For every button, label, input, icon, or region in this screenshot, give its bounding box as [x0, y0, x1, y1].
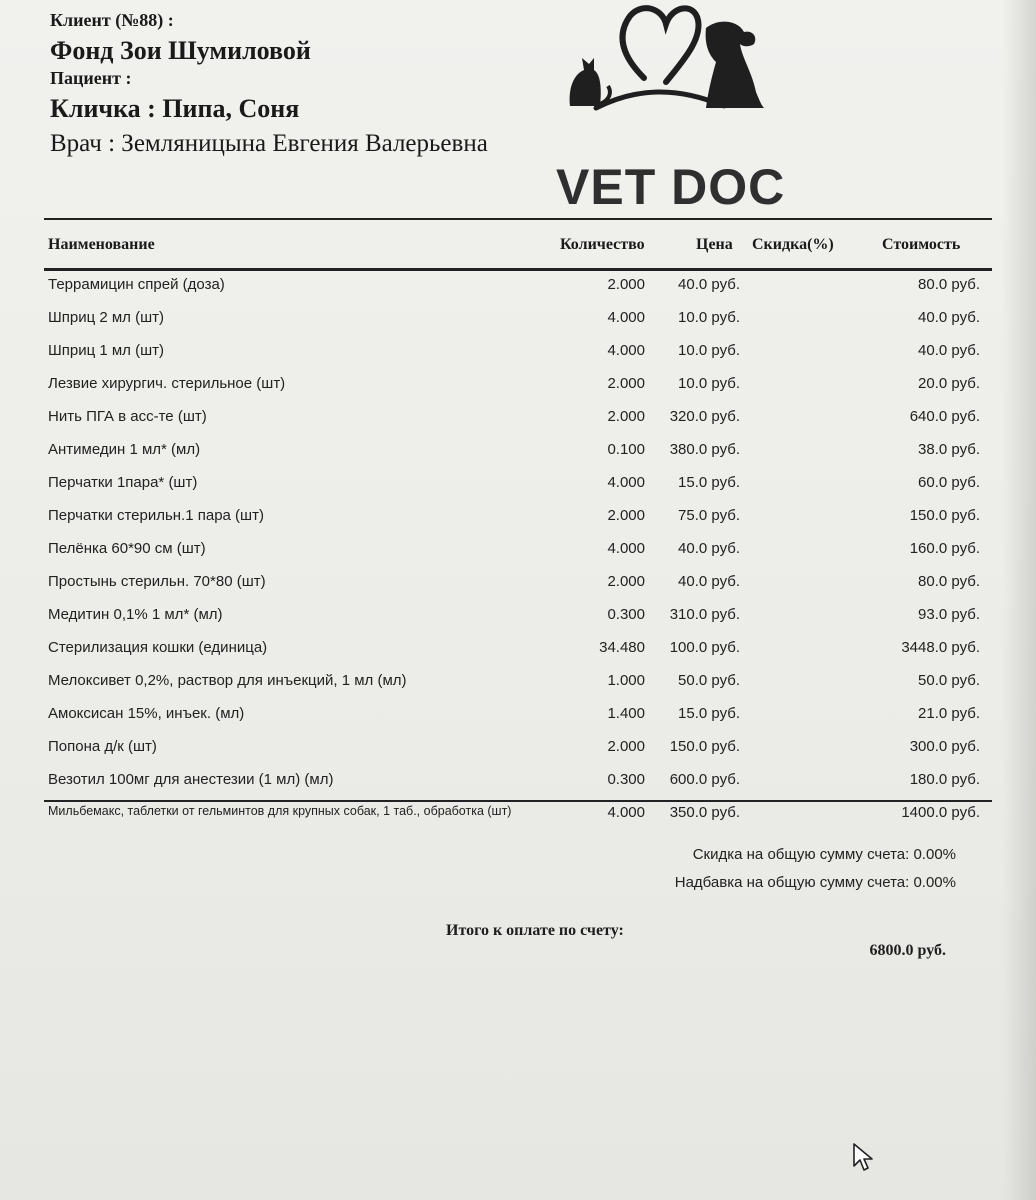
- row-cost: 150.0 руб.: [909, 507, 980, 524]
- table-row: [0, 404, 1036, 437]
- client-name: Фонд Зои Шумиловой: [50, 36, 311, 65]
- patient-label: Пациент :: [50, 68, 132, 88]
- row-name: Везотил 100мг для анестезии (1 мл) (мл): [48, 771, 334, 788]
- row-price: 310.0 руб.: [669, 606, 740, 623]
- row-name: Мильбемакс, таблетки от гельминтов для крупных собак, 1 таб., обработка (шт): [48, 804, 512, 818]
- mouse-pointer-icon: [852, 1142, 876, 1172]
- row-cost: 1400.0 руб.: [901, 804, 980, 821]
- row-name: Медитин 0,1% 1 мл* (мл): [48, 606, 223, 623]
- table-row: [0, 338, 1036, 371]
- table-row: [0, 734, 1036, 767]
- row-price: 75.0 руб.: [678, 507, 740, 524]
- row-name: Лезвие хирургич. стерильное (шт): [48, 375, 286, 392]
- row-name: Нить ПГА в асс-те (шт): [48, 408, 207, 425]
- row-qty: 2.000: [607, 738, 645, 755]
- row-price: 100.0 руб.: [669, 639, 740, 656]
- row-price: 10.0 руб.: [678, 342, 740, 359]
- row-name: Амоксисан 15%, инъек. (мл): [48, 705, 245, 722]
- row-price: 50.0 руб.: [678, 672, 740, 689]
- row-qty: 0.300: [607, 606, 645, 623]
- table-row: [0, 800, 1036, 833]
- col-header-qty: Количество: [560, 236, 645, 253]
- row-price: 10.0 руб.: [678, 375, 740, 392]
- pet-name: Кличка : Пипа, Соня: [50, 94, 300, 123]
- col-header-discount: Скидка(%): [752, 236, 834, 253]
- table-row: [0, 536, 1036, 569]
- row-cost: 20.0 руб.: [918, 375, 980, 392]
- row-price: 320.0 руб.: [669, 408, 740, 425]
- clinic-logo-icon: [556, 0, 776, 115]
- table-row: [0, 767, 1036, 800]
- row-cost: 60.0 руб.: [918, 474, 980, 491]
- row-name: Мелоксивет 0,2%, раствор для инъекций, 1 мл (мл): [48, 672, 407, 689]
- row-qty: 2.000: [607, 276, 645, 293]
- client-label: Клиент (№88) :: [50, 10, 174, 30]
- col-header-cost: Стоимость: [882, 236, 961, 253]
- table-row: [0, 602, 1036, 635]
- row-price: 40.0 руб.: [678, 276, 740, 293]
- row-price: 600.0 руб.: [669, 771, 740, 788]
- row-qty: 4.000: [607, 309, 645, 326]
- doctor-name: Врач : Земляницына Евгения Валерьевна: [50, 130, 488, 157]
- row-cost: 3448.0 руб.: [901, 639, 980, 656]
- row-name: Антимедин 1 мл* (мл): [48, 441, 201, 458]
- row-cost: 80.0 руб.: [918, 573, 980, 590]
- row-price: 40.0 руб.: [678, 540, 740, 557]
- row-name: Простынь стерильн. 70*80 (шт): [48, 573, 266, 590]
- row-price: 40.0 руб.: [678, 573, 740, 590]
- row-cost: 40.0 руб.: [918, 342, 980, 359]
- monitor-edge-shadow: [1002, 0, 1036, 1200]
- table-row: [0, 635, 1036, 668]
- row-name: Террамицин спрей (доза): [48, 276, 225, 293]
- row-qty: 4.000: [607, 342, 645, 359]
- row-name: Пелёнка 60*90 см (шт): [48, 540, 206, 557]
- row-name: Шприц 1 мл (шт): [48, 342, 164, 359]
- row-price: 10.0 руб.: [678, 309, 740, 326]
- discount-summary: Скидка на общую сумму счета: 0.00%: [692, 846, 956, 863]
- col-header-name: Наименование: [48, 236, 155, 253]
- row-qty: 1.400: [607, 705, 645, 722]
- row-cost: 21.0 руб.: [918, 705, 980, 722]
- row-cost: 50.0 руб.: [918, 672, 980, 689]
- table-row: [0, 305, 1036, 338]
- row-name: Шприц 2 мл (шт): [48, 309, 164, 326]
- table-header-rule: [44, 268, 992, 271]
- markup-summary: Надбавка на общую сумму счета: 0.00%: [674, 874, 956, 891]
- invoice-rows: [0, 272, 1036, 833]
- row-cost: 180.0 руб.: [909, 771, 980, 788]
- table-row: [0, 701, 1036, 734]
- row-cost: 93.0 руб.: [918, 606, 980, 623]
- table-bottom-rule: [44, 800, 992, 802]
- row-qty: 2.000: [607, 573, 645, 590]
- table-top-rule: [44, 218, 992, 220]
- row-price: 380.0 руб.: [669, 441, 740, 458]
- row-qty: 2.000: [607, 507, 645, 524]
- total-label: Итого к оплате по счету:: [446, 922, 624, 939]
- logo-text: VET DOC: [556, 159, 786, 215]
- table-row: [0, 272, 1036, 305]
- row-qty: 2.000: [607, 375, 645, 392]
- row-price: 350.0 руб.: [669, 804, 740, 821]
- table-row: [0, 470, 1036, 503]
- row-qty: 4.000: [607, 804, 645, 821]
- row-cost: 40.0 руб.: [918, 309, 980, 326]
- row-qty: 0.300: [607, 771, 645, 788]
- table-row: [0, 437, 1036, 470]
- row-price: 15.0 руб.: [678, 474, 740, 491]
- row-price: 150.0 руб.: [669, 738, 740, 755]
- col-header-price: Цена: [696, 236, 733, 253]
- table-row: [0, 668, 1036, 701]
- row-name: Попона д/к (шт): [48, 738, 157, 755]
- row-name: Стерилизация кошки (единица): [48, 639, 268, 656]
- table-row: [0, 569, 1036, 602]
- table-row: [0, 503, 1036, 536]
- row-cost: 300.0 руб.: [909, 738, 980, 755]
- table-row: [0, 371, 1036, 404]
- row-name: Перчатки 1пара* (шт): [48, 474, 198, 491]
- row-qty: 34.480: [599, 639, 645, 656]
- total-value: 6800.0 руб.: [869, 942, 946, 959]
- row-name: Перчатки стерильн.1 пара (шт): [48, 507, 264, 524]
- row-cost: 640.0 руб.: [909, 408, 980, 425]
- row-qty: 0.100: [607, 441, 645, 458]
- row-qty: 1.000: [607, 672, 645, 689]
- row-qty: 2.000: [607, 408, 645, 425]
- row-qty: 4.000: [607, 540, 645, 557]
- row-price: 15.0 руб.: [678, 705, 740, 722]
- row-qty: 4.000: [607, 474, 645, 491]
- row-cost: 160.0 руб.: [909, 540, 980, 557]
- row-cost: 80.0 руб.: [918, 276, 980, 293]
- row-cost: 38.0 руб.: [918, 441, 980, 458]
